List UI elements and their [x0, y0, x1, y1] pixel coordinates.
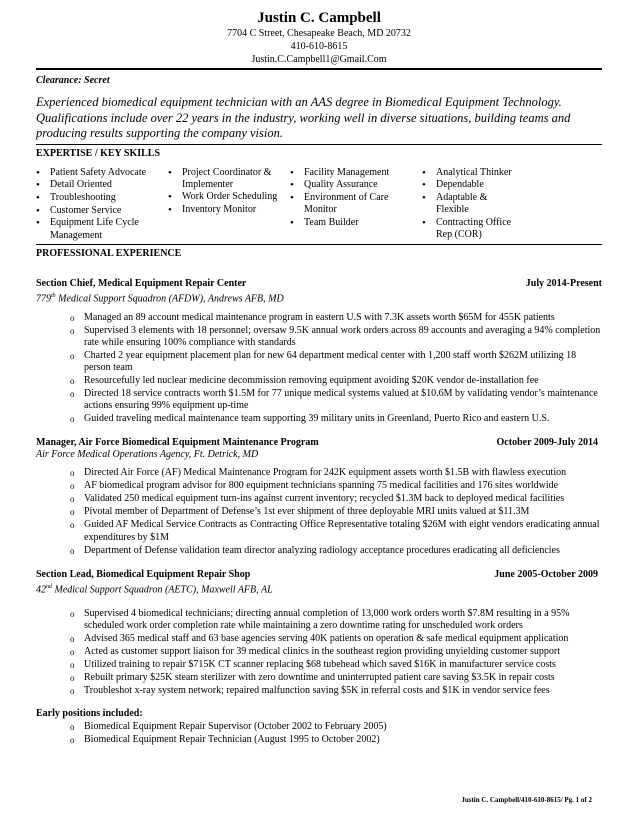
skill-item: • Equipment Life Cycle Management — [36, 217, 168, 241]
skill-item: • Analytical Thinker — [422, 167, 517, 179]
job-entry — [36, 278, 602, 425]
job-entry — [36, 569, 602, 698]
skills-title: EXPERTISE / KEY SKILLS — [36, 147, 161, 159]
address: 7704 C Street, Chesapeake Beach, MD 20732 — [227, 28, 411, 39]
job-dates: October 2009-July 2014 — [496, 437, 598, 449]
job-bullet: o AF biomedical program advisor for 800 equipment technicians spanning 75 medical facilities and 176 sites worldwide — [36, 480, 602, 492]
email: Justin.C.Campbell1@Gmail.Com — [251, 54, 387, 65]
job-bullet: o Utilized training to repair $715K CT scanner replacing $68 tubehead which saved $16K in manufacturer service costs — [36, 659, 602, 671]
page-footer: Justin C. Campbell/410-610-8615/ Pg. 1 of 2 — [461, 796, 592, 804]
job-bullet: o Supervised 4 biomedical technicians; directing annual completion of 13,000 work orders worth $7.8M resulting in a 95% scheduled work order completion rate while maintaining a zero downtime rating for unscheduled work orders — [36, 608, 602, 632]
skill-item: • Detail Oriented — [36, 179, 168, 191]
unit-number: 779 — [36, 293, 51, 305]
job-bullet: o Rebuilt primary $25K steam sterilizer with zero downtime and uninterrupted patient care saving $3.5K in repair costs — [36, 672, 602, 684]
resume-page — [36, 0, 602, 747]
job-title: Section Chief, Medical Equipment Repair Center — [36, 278, 247, 290]
job-unit — [36, 290, 602, 305]
skills-column-4 — [422, 167, 517, 243]
summary-divider — [36, 144, 602, 145]
skill-item: • Work Order Scheduling — [168, 191, 290, 203]
job-bullet: o Resourcefully led nuclear medicine decommission removing equipment avoiding $20K vendor de-installation fee — [36, 375, 602, 387]
early-position-item: o Biomedical Equipment Repair Supervisor (October 2002 to February 2005) — [36, 721, 602, 733]
job-bullet: o Troubleshot x-ray system network; repaired malfunction saving $5K in referral costs and $1K in vendor service fees — [36, 685, 602, 697]
job-bullet: o Pivotal member of Department of Defense’s 1st ever shipment of three deployable MRI units valued at $11.3M — [36, 506, 602, 518]
skill-item: • Environment of Care Monitor — [290, 192, 422, 216]
skill-item: • Facility Management — [290, 167, 422, 179]
clearance: Clearance: Secret — [36, 75, 110, 86]
skill-item: • Troubleshooting — [36, 192, 168, 204]
unit-suffix: nd — [46, 583, 52, 590]
skills-grid — [36, 167, 602, 243]
job-unit — [36, 581, 602, 596]
job-bullet: o Directed Air Force (AF) Medical Maintenance Program for 242K equipment assets worth $1.5B with flawless execution — [36, 467, 602, 479]
experience-title: PROFESSIONAL EXPERIENCE — [36, 248, 182, 260]
phone: 410-610-8615 — [290, 41, 348, 52]
job-bullet: o Acted as customer support liaison for 39 medical clinics in the southeast region providing unyielding customer support — [36, 646, 602, 658]
skill-item: • Inventory Monitor — [168, 204, 290, 216]
unit-number: 42 — [36, 584, 46, 596]
job-bullet: o Managed an 89 account medical maintenance program in eastern U.S with 7.3K assets worth $65M for 455K patients — [36, 312, 602, 324]
skill-item: • Contracting Office Rep (COR) — [422, 217, 517, 241]
early-positions — [36, 708, 602, 746]
skills-column-2 — [168, 167, 290, 243]
skills-column-1 — [36, 167, 168, 243]
early-positions-title: Early positions included: — [36, 707, 143, 719]
skill-item: • Team Builder — [290, 217, 422, 229]
job-title: Manager, Air Force Biomedical Equipment Maintenance Program — [36, 437, 319, 449]
unit-name: Medical Support Squadron (AETC), Maxwell AFB, AL — [52, 584, 273, 596]
early-positions-list — [36, 721, 602, 746]
job-title: Section Lead, Biomedical Equipment Repair Shop — [36, 568, 251, 580]
candidate-name: Justin C. Campbell — [257, 10, 381, 26]
skill-item: • Quality Assurance — [290, 179, 422, 191]
skills-column-3 — [290, 167, 422, 243]
job-bullets — [36, 608, 602, 697]
job-dates: June 2005-October 2009 — [494, 568, 598, 580]
header-divider — [36, 68, 602, 70]
job-bullet: o Guided AF Medical Service Contracts as Contracting Office Representative totaling $26M with eight vendors eradicating annual expenditures by $1M — [36, 519, 602, 543]
job-unit: Air Force Medical Operations Agency, Ft. Detrick, MD — [36, 449, 259, 461]
summary: Experienced biomedical equipment technician with an AAS degree in Biomedical Equipment Technology. Qualifications include over 22 years in the industry, working well in diverse situations, building teams and producing results supporting the company vision. — [36, 95, 571, 140]
job-bullet: o Department of Defense validation team director analyzing radiology acceptance procedures eradicating all deficiencies — [36, 545, 602, 557]
skill-item: • Customer Service — [36, 205, 168, 217]
job-dates: July 2014-Present — [525, 278, 602, 290]
job-entry — [36, 437, 602, 556]
early-position-item: o Biomedical Equipment Repair Technician (August 1995 to October 2002) — [36, 734, 602, 746]
skill-item: • Adaptable & Flexible — [422, 192, 517, 216]
skill-item: • Project Coordinator & Implementer — [168, 167, 290, 191]
unit-suffix: th — [51, 293, 56, 300]
job-bullet: o Advised 365 medical staff and 63 base agencies serving 40K patients on operation & safe medical equipment application — [36, 633, 602, 645]
job-bullet: o Guided traveling medical maintenance team supporting 39 military units in Greenland, Puerto Rico and eastern U.S. — [36, 413, 602, 425]
job-bullets — [36, 312, 602, 426]
job-bullets — [36, 467, 602, 556]
unit-name: Medical Support Squadron (AFDW), Andrews AFB, MD — [55, 293, 284, 305]
skills-divider — [36, 244, 602, 245]
job-bullet: o Charted 2 year equipment placement plan for new 64 department medical center with 1,200 staff worth $262M utilizing 18 person team — [36, 350, 602, 374]
resume-header — [36, 10, 602, 66]
job-bullet: o Supervised 3 elements with 18 personnel; oversaw 9.5K annual work orders across 89 accounts and averaging a 94% completion rate while ensuring 100% compliance with standards — [36, 325, 602, 349]
skill-item: • Patient Safety Advocate — [36, 167, 168, 179]
skill-item: • Dependable — [422, 179, 517, 191]
job-bullet: o Validated 250 medical equipment turn-ins against current inventory; recycled $1.3M back to deployed medical facilities — [36, 493, 602, 505]
job-bullet: o Directed 18 service contracts worth $1.5M for 77 unique medical systems valued at $10.6M by validating vendor’s maintenance actions ensuring 99% equipment up-time — [36, 388, 602, 412]
